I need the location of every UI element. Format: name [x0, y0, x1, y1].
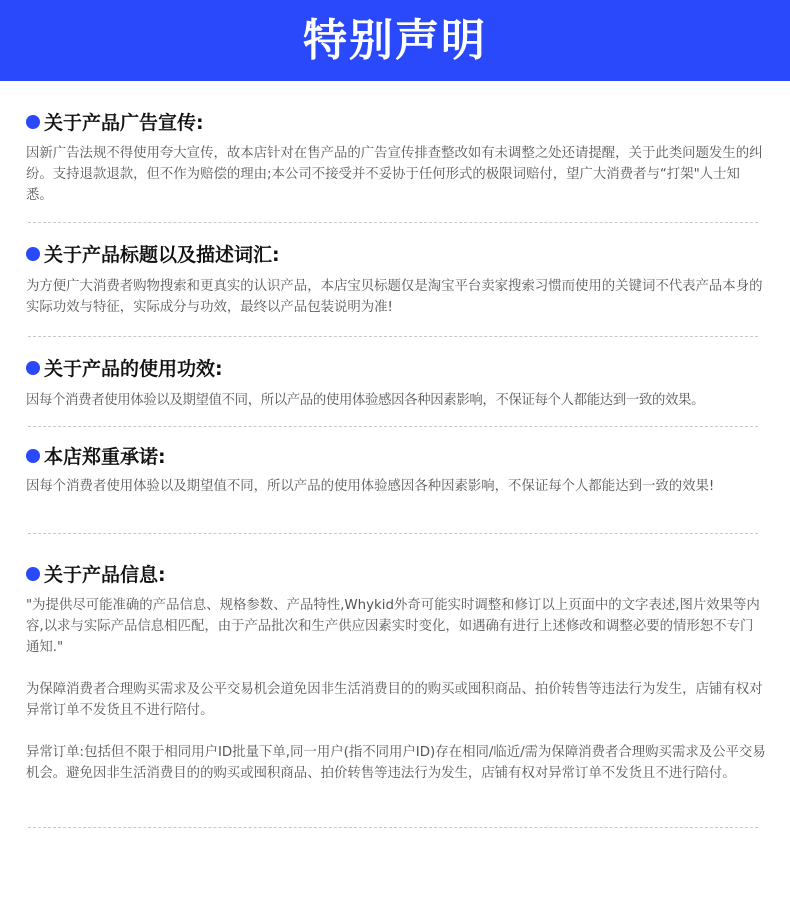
section-divider [28, 533, 758, 534]
section-divider [28, 222, 758, 223]
section-divider [28, 827, 758, 828]
section-title-store-promise [26, 442, 166, 469]
section-paragraph: 因每个消费者使用体验以及期望值不同，所以产品的使用体验感因各种因素影响，不保证每个人都能达到一致的效果。 [26, 393, 705, 408]
section-paragraph: "为提供尽可能准确的产品信息、规格参数、产品特性,Whykid外奇可能实时调整和修订以上页面中的文字表述,图片效果等内容,以求与实际产品信息相匹配，由于产品批次和生产供应因素实时变化，如遇确有进行上述修改和调整必要的情形恕不专门通知." [26, 598, 760, 655]
section-paragraph: 为方便广大消费者购物搜索和更真实的认识产品，本店宝贝标题仅是淘宝平台卖家搜索习惯而使用的关键词不代表产品本身的实际功效与特征，实际成分与功效，最终以产品包装说明为准! [26, 279, 763, 315]
section-title-product-info [26, 560, 166, 587]
header-banner [0, 0, 790, 81]
bullet-dot-icon [26, 361, 40, 375]
bullet-dot-icon [26, 115, 40, 129]
section-divider [28, 426, 758, 427]
section-title-text: 关于产品的使用功效: [44, 358, 223, 380]
section-title-product-title [26, 240, 280, 267]
bullet-dot-icon [26, 567, 40, 581]
section-paragraph: 为保障消费者合理购买需求及公平交易机会道免因非生活消费目的的购买或囤积商品、拍价转售等违法行为发生，店铺有权对异常订单不发货且不进行陪付。 [26, 682, 763, 718]
section-title-product-effect [26, 354, 223, 381]
bullet-dot-icon [26, 247, 40, 261]
page-title: 特别声明 [303, 14, 487, 66]
section-paragraph: 因新广告法规不得使用夸大宣传，故本店针对在售产品的广告宣传排查整改如有未调整之处还请提醒，关于此类问题发生的纠纷。支持退款退款，但不作为赔偿的理由;本公司不接受并不妥协于任何形式的极限词赔付，望广大消费者与“打架"人士知悉。 [26, 146, 763, 203]
section-divider [28, 336, 758, 337]
section-title-ad-promotion [26, 108, 204, 135]
section-paragraph: 因每个消费者使用体验以及期望值不同，所以产品的使用体验感因各种因素影响，不保证每个人都能达到一致的效果! [26, 479, 715, 494]
section-title-text: 关于产品信息: [44, 564, 166, 586]
section-title-text: 关于产品标题以及描述词汇: [44, 244, 280, 266]
section-title-text: 关于产品广告宣传: [44, 112, 204, 134]
bullet-dot-icon [26, 449, 40, 463]
section-paragraph: 异常订单:包括但不限于相同用户ID批量下单,同一用户(指不同用户ID)存在相同/临近/需为保障消费者合理购买需求及公平交易机会。避免因非生活消费目的的购买或囤积商品、拍价转售等违法行为发生，店铺有权对异常订单不发货且不进行陪付。 [26, 745, 766, 781]
section-title-text: 本店郑重承诺: [44, 446, 166, 468]
